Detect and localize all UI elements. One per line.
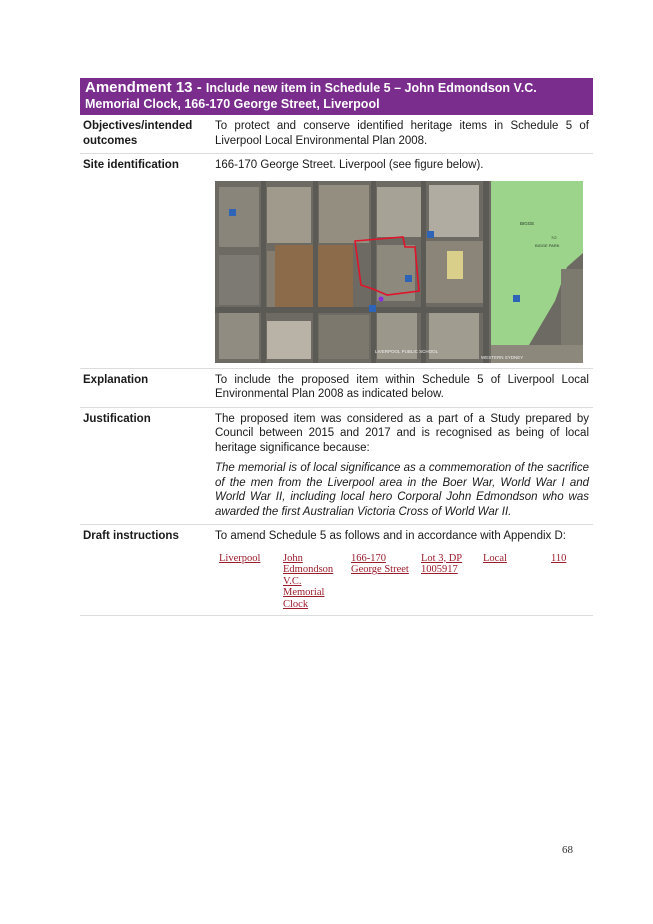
explanation-label: Explanation [83, 373, 149, 386]
draft-label: Draft instructions [83, 530, 179, 542]
map-label-lot: 7/2 [551, 234, 557, 240]
amendment-title-line2: Memorial Clock, 166-170 George Street, Liverpool [85, 97, 380, 111]
amendment-table [80, 115, 593, 616]
map-label-bigge-park: BIGGE PARK [535, 242, 560, 248]
justification-row [80, 407, 593, 525]
schedule-item-name: John Edmondson V.C. Memorial Clock [283, 552, 334, 610]
objectives-label-1: Objectives/intended [83, 120, 193, 132]
aerial-map-image [215, 181, 583, 363]
page-number: 68 [562, 844, 573, 856]
schedule-entry-row [215, 553, 585, 611]
schedule-property: Lot 3, DP 1005917 [421, 552, 463, 575]
objectives-row [80, 115, 593, 154]
objectives-text: To protect and conserve identified heritage items in Schedule 5 of Liverpool Local Environmental Plan 2008. [215, 120, 589, 147]
amendment-section [80, 78, 593, 616]
amendment-banner [80, 78, 593, 115]
schedule-item-no: 110 [551, 552, 567, 564]
draft-text: To amend Schedule 5 as follows and in accordance with Appendix D: [215, 530, 566, 542]
explanation-text: To include the proposed item within Schedule 5 of Liverpool Local Environmental Plan 2008 as indicated below. [215, 373, 589, 400]
justification-quote: The memorial is of local significance as a commemoration of the sacrifice of the men from the Liverpool area in the Boer War, World War I and World War II, including local hero Corporal John Edmondson who was awarded the first Australian Victoria Cross of World War II. [215, 462, 589, 518]
site-label: Site identification [83, 159, 179, 171]
draft-row [80, 525, 593, 616]
amendment-title-line1: Include new item in Schedule 5 – John Edmondson V.C. [205, 81, 537, 95]
map-label-school: LIVERPOOL PUBLIC SCHOOL [375, 348, 439, 354]
schedule-significance: Local [483, 552, 507, 564]
justification-text: The proposed item was considered as a part of a Study prepared by Council between 2015 and 2017 and is recognised as being of local heritage significance because: [215, 412, 589, 454]
objectives-label-2: outcomes [83, 134, 138, 147]
amendment-number: Amendment 13 - [85, 79, 206, 96]
schedule-address: 166-170 George Street [351, 552, 409, 575]
justification-label: Justification [83, 412, 151, 425]
site-row [80, 154, 593, 369]
map-label-bigge: BIGGE [520, 220, 535, 226]
schedule-entry-table [215, 553, 585, 611]
schedule-suburb: Liverpool [219, 552, 261, 564]
map-label-sydney: WESTERN SYDNEY [481, 354, 524, 360]
site-text: 166-170 George Street. Liverpool (see figure below). [215, 159, 484, 171]
explanation-row [80, 368, 593, 407]
